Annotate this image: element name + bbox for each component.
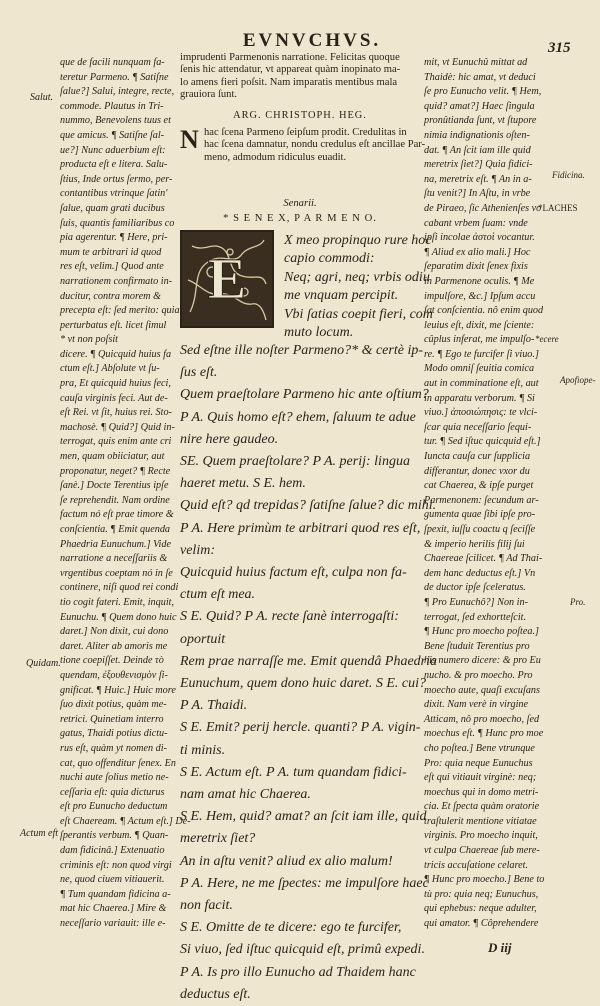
- right-commentary-line: ſcar quia neceſſario ſequi-: [424, 421, 532, 433]
- right-commentary-line: nucho. & pro moecho. Pro: [424, 669, 533, 681]
- left-commentary-line: narratione a neceſſariis &: [60, 553, 168, 565]
- margin-note-actum: Actum eft: [20, 828, 59, 839]
- verse-opening-line: me vnquam percipit.: [284, 288, 399, 304]
- right-commentary-line: na, meretrix eſt. ¶ An in a-: [424, 173, 532, 185]
- decorated-initial: [180, 230, 274, 328]
- left-commentary-line: ſuis, quantis familiaribus co: [60, 217, 175, 229]
- verse-opening-line: Neq; agri, neq; vrbis odiu: [284, 269, 430, 285]
- left-commentary-line: precepta eſt: ſed merito: quia: [60, 305, 180, 317]
- right-commentary-line: Thaidè: hic amat, vt deduci: [424, 71, 536, 83]
- left-commentary-line: dicere. ¶ Quicquid huius fa: [60, 348, 172, 360]
- left-commentary-line: ctum eſt.] Abſolute vt ſu-: [60, 363, 160, 375]
- left-commentary-line: commode. Plautus in Tri-: [60, 100, 164, 112]
- left-commentary-line: que amicus. ¶ Satiſne ſal-: [60, 129, 165, 141]
- right-commentary-line: virginis. Pro moecho inquit,: [424, 830, 538, 842]
- page-number: 315: [548, 40, 571, 56]
- verse-line: P A. Here primùm te arbitrari quod res eſt,: [180, 520, 421, 536]
- right-commentary-line: ¶ Pro Eunuchô?] Non in-: [424, 596, 528, 608]
- right-commentary-line: re. ¶ Ego te furcifer ſi viuo.]: [424, 348, 539, 360]
- margin-note-fidicina: Fidicina.: [552, 170, 585, 180]
- intro-line: grauiora ſunt.: [180, 89, 238, 101]
- right-commentary-line: quid? amat?] Haec ſingula: [424, 100, 535, 112]
- left-commentary-line: cauſa virginis feci. Aut de-: [60, 392, 168, 404]
- left-commentary-line: neceſſario variauit: ille e-: [60, 918, 166, 930]
- right-commentary-line: dixit. Nam verè in virgine: [424, 699, 529, 711]
- verse-line: meretrix ſiet?: [180, 831, 256, 847]
- right-commentary-line: in Parmenone oculis. ¶ Me: [424, 275, 535, 287]
- verse-opening-line: Vbi ſatias coepit fieri, com: [284, 306, 433, 322]
- verse-line: nire here gaudeo.: [180, 431, 279, 447]
- verse-line: An in aſtu venit? aliud ex alio malum!: [180, 853, 393, 869]
- verse-line: Quicquid huius factum eſt, culpa non fa-: [180, 565, 407, 581]
- right-commentary-line: qui amator. ¶ Côprehendere: [424, 918, 539, 930]
- verse-line: deductus eſt.: [180, 986, 251, 1002]
- left-commentary-line: ſperantis verbum. ¶ Quan-: [60, 830, 169, 842]
- right-commentary-line: & imperio herilis filij ſui: [424, 538, 525, 550]
- argumentum-line: hac ſcena Parmeno ſeipſum prodit. Credulitas in: [204, 127, 407, 138]
- left-commentary-line: daret. Aliter ab amoris me: [60, 640, 168, 652]
- margin-note-quidam: Quidam.: [26, 658, 61, 669]
- verse-line: Sed eſtne ille noſter Parmeno?* & certè ip-: [180, 343, 423, 358]
- margin-note-pro: Pro.: [570, 597, 586, 607]
- right-commentary-line: traſtulerit mentione vitiatae: [424, 815, 537, 827]
- left-commentary-line: quendam, ἐξουθενισμὸν ſi-: [60, 669, 168, 681]
- left-commentary-line: continere, niſi quod rei condi: [60, 582, 179, 594]
- personae-heading: * S E N E X, P A R M E N O.: [223, 213, 377, 224]
- verse-opening-line: X meo propinquo rure hoc: [284, 233, 432, 248]
- left-commentary-line: machosè. ¶ Quid?] Quid in-: [60, 421, 175, 433]
- right-commentary-line: in apparatu verborum. ¶ Si: [424, 392, 535, 404]
- intro-line: lo amens fieri poſsit. Nam imparatis mentibus mala: [180, 76, 398, 88]
- right-commentary-line: cho poſtea.] Bene vtrunque: [424, 742, 535, 754]
- right-commentary-line: ſat conſcientia. nô enim quod: [424, 305, 544, 317]
- left-commentary-line: conſcientia. ¶ Emit quenda: [60, 524, 171, 535]
- verse-line: SE. Quem praeſtolare? P A. perij: lingua: [180, 454, 410, 470]
- right-commentary-line: moechus qui in domo metri-: [424, 786, 539, 798]
- running-head-title: EVNVCHVS.: [242, 30, 382, 51]
- right-commentary-column: [424, 56, 576, 932]
- right-commentary-line: cûplus inferat, me impulſo-: [424, 334, 535, 346]
- verse-line: P A. Here, ne me ſpectes: me impulſore haec: [180, 875, 429, 891]
- right-commentary-line: ſeparatim dixit ſenex fixis: [424, 261, 528, 273]
- left-commentary-line: gnificat. ¶ Huic.] Huic more: [60, 684, 176, 696]
- initial-letter: E: [207, 246, 247, 311]
- intro-line: imprudenti Parmenonis narratione. Felicitas quoque: [180, 52, 400, 63]
- left-commentary-line: ſuo dixit potius, quàm me-: [60, 699, 167, 711]
- left-commentary-line: criminis eſt: non quod virgi: [60, 859, 172, 871]
- left-commentary-line: perturbatus eſt. licet ſimul: [60, 319, 167, 331]
- right-commentary-line: moechus eſt. ¶ Hunc pro moe: [424, 728, 544, 740]
- right-commentary-line: cat Chaerea, & ipſe purget: [424, 480, 534, 492]
- right-commentary-line: ſe pro Eunucho velit. ¶ Hem,: [424, 86, 542, 98]
- left-commentary-line: mum te arbitrari id quod: [60, 246, 162, 258]
- right-commentary-line: cabant vrbem ſuam: vnde: [424, 217, 528, 229]
- verse-opening-line: capio commodi:: [284, 251, 375, 267]
- right-commentary-line: tur. ¶ Sed iſtuc quicquid eſt.]: [424, 436, 541, 448]
- margin-note-laches: *LACHES: [538, 203, 578, 213]
- verse-line: S E. Hem, quid? amat? an ſcit iam ille, quid: [180, 809, 427, 825]
- left-commentary-line: eſt pro Eunucho deductum: [60, 801, 168, 813]
- left-commentary-line: rus eſt, quàm yt nomen di-: [60, 742, 167, 754]
- right-commentary-line: tù pro: quia neq; Eunuchus,: [424, 888, 539, 900]
- margin-note-excere: *ecere: [535, 334, 559, 344]
- left-commentary-line: tione coepiſſet. Deinde τò: [60, 655, 164, 667]
- right-commentary-line: terrogat, ſed exhortteſcit.: [424, 611, 527, 623]
- left-commentary-line: ſanè.] Docte Terentius ipſe: [60, 480, 169, 492]
- right-commentary-line: ſpexit, iuſſu coactu q ſeciſſe: [424, 524, 536, 535]
- verse-line: S E. Emit? perij hercle. quanti? P A. vigin-: [180, 720, 421, 736]
- right-commentary-line: pronûtianda ſunt, vt ſtupore: [424, 115, 537, 127]
- left-commentary-line: proponatur, neget? ¶ Recte: [60, 465, 171, 477]
- ornament-initial-icon: [182, 232, 272, 326]
- left-commentary-line: daret.] Non dixit, cui dono: [60, 626, 169, 638]
- left-commentary-line: cat, quo offenditur ſenex. En: [60, 757, 176, 769]
- left-commentary-line: nuchi aute ſolius metio ne-: [60, 772, 169, 784]
- left-commentary-line: ne, quod ciuem vitiauerit.: [60, 874, 165, 886]
- right-commentary-line: de ductor ipſe ſceleratus.: [424, 582, 526, 594]
- right-commentary-line: qui ephebus: neque adulter,: [424, 903, 537, 915]
- verse-line: ſus eſt.: [180, 365, 218, 381]
- left-commentary-line: dam fidicinâ.] Extenuatio: [60, 845, 165, 857]
- left-commentary-line: teretur Parmeno. ¶ Satiſne: [60, 71, 169, 83]
- verse-line: Quem praeſtolare Parmeno hic ante oſtium?: [180, 387, 429, 403]
- right-commentary-line: Atticam, nô pro moecho, ſed: [424, 713, 540, 725]
- left-commentary-line: mat hic Chaerea.] Mire &: [60, 903, 167, 915]
- right-commentary-line: Pro: quia neque Eunuchus: [424, 757, 533, 769]
- right-commentary-line: meretrix ſiet?] Quia fidici-: [424, 159, 533, 171]
- left-commentary-line: pra, Et quicquid huius feci,: [60, 378, 171, 390]
- right-commentary-line: Modo omniſ ſeuitia comica: [424, 363, 535, 375]
- left-commentary-line: tio cogit fateri. Emit, inquit,: [60, 596, 175, 608]
- intro-line: ſenis hic attendatur, vt appareat quàm inopinato ma-: [180, 64, 401, 76]
- argumentum-drop-letter: N: [180, 125, 199, 154]
- verse-line: Si viuo, ſed iſtuc quicquid eſt, primû expedi.: [180, 942, 425, 958]
- right-commentary-line: tricis accuſatione celaret.: [424, 859, 529, 871]
- argumentum-heading: ARG. CHRISTOPH. HEG.: [233, 110, 367, 121]
- left-commentary-line: eſt Rei. vt ſit, huius rei. Sto-: [60, 407, 172, 419]
- right-commentary-line: nimia indignationis oſten-: [424, 129, 530, 141]
- argumentum-text: [204, 127, 426, 164]
- verse-line: S E. Omitte de te dicere: ego te furcifer,: [180, 920, 402, 936]
- left-commentary-line: producta eſt e litera. Salu-: [60, 159, 168, 171]
- left-commentary-line: ſalue?] Salui, integre, recte,: [60, 86, 175, 98]
- left-commentary-line: que de facili nunquam fa-: [60, 57, 165, 68]
- left-commentary-line: ue?] Nunc aduerbium eſt:: [60, 144, 166, 156]
- verse-opening-line: muto locum.: [284, 325, 354, 341]
- left-commentary-line: ceſſaria eſt: quia dicturus: [60, 786, 165, 798]
- right-commentary-line: leuius eſt, dixit, me ſciente:: [424, 319, 535, 331]
- left-commentary-line: eſt Chaeream. ¶ Actum eſt.] De-: [60, 815, 191, 827]
- margin-note-salut: Salut.: [30, 92, 54, 103]
- right-commentary-line: his numero dicere: & pro Eu: [424, 655, 541, 667]
- verse-line: velim:: [180, 542, 215, 558]
- senarii-label: Senarii.: [283, 198, 317, 209]
- verse-line: nam amat hic Chaerea.: [180, 787, 311, 803]
- right-commentary-line: dem hanc deductus eſt.] Vn: [424, 567, 536, 579]
- verse-line: Quid eſt? qd trepidas? ſatiſne ſalue? dic mihi.: [180, 498, 437, 514]
- left-commentary-line: contantibus vtrinque ſatin': [60, 188, 168, 200]
- verse-line: S E. Actum eſt. P A. tum quandam fidici-: [180, 764, 407, 780]
- left-commentary-line: Eunuchu. ¶ Quem dono huic: [60, 611, 177, 623]
- verse-line: non facit.: [180, 898, 233, 914]
- right-commentary-line: gumenta quae ſibi ipſe pro-: [424, 509, 536, 521]
- left-commentary-line: Phaedria Eunuchum.] Vide: [60, 538, 172, 550]
- right-commentary-line: Iuncta cauſa cur ſupplicia: [424, 451, 531, 463]
- right-commentary-line: de Piraeo, ſic Athenienſes vo: [424, 202, 542, 214]
- verse-line: P A. Is pro illo Eunucho ad Thaidem hanc: [180, 964, 416, 980]
- right-commentary-line: dat. ¶ An ſcit iam ille quid: [424, 144, 531, 156]
- right-commentary-line: mit, vt Eunuchû mittat ad: [424, 57, 528, 68]
- verse-opening-lines: [284, 232, 433, 342]
- intro-paragraph: [180, 52, 420, 102]
- verse-line: ti minis.: [180, 742, 226, 758]
- right-commentary-line: eſt qui vitiauit virginè: neq;: [424, 772, 537, 784]
- left-commentary-line: men, quam obiiciatur, aut: [60, 451, 165, 463]
- left-commentary-line: narrationem confirmato in-: [60, 275, 173, 287]
- verse-line: P A. Thaidi.: [180, 698, 248, 714]
- left-commentary-line: terrogat, quis enim ante cri: [60, 436, 172, 448]
- left-commentary-line: res eſt, velim.] Quod ante: [60, 261, 164, 273]
- verse-text: [180, 340, 438, 1006]
- right-commentary-line: differantur, donec vxor du: [424, 465, 530, 477]
- right-commentary-line: moecho aute, quaſi excuſans: [424, 684, 540, 696]
- right-commentary-line: ¶ Hunc pro moecho poſtea.]: [424, 626, 540, 638]
- argumentum-line: hac ſcena damnatur, nondu credulus eſt ancillae Par-: [204, 139, 426, 151]
- right-commentary-line: Parmenonem: ſecundum ar-: [424, 494, 539, 506]
- right-commentary-line: ipſi incolae ἀστοὶ vocantur.: [424, 232, 535, 244]
- verse-line: haeret metu. S E. hem.: [180, 476, 306, 492]
- right-commentary-line: Bene ſtuduit Terentius pro: [424, 640, 530, 652]
- right-commentary-line: viuo.] ἀποσιώπησις: te vlci-: [424, 407, 538, 419]
- right-commentary-line: ¶ Aliud ex alio mali.] Hoc: [424, 246, 531, 258]
- left-commentary-line: factum nó eſt prae timore &: [60, 509, 174, 521]
- verse-line: oportuit: [180, 631, 226, 647]
- left-commentary-line: vrgentibus coeptam nó in ſe: [60, 567, 173, 579]
- right-commentary-line: ¶ Hunc pro moecho.] Bene to: [424, 874, 545, 886]
- margin-note-apofiopes: Apofiope-: [560, 375, 596, 385]
- left-commentary-line: ſalue, quam grati ducibus: [60, 202, 165, 214]
- verse-line: ctum eſt mea.: [180, 587, 256, 603]
- left-commentary-line: retrici. Quinetiam interro: [60, 713, 164, 725]
- right-commentary-line: aut in comminatione eſt, aut: [424, 378, 539, 390]
- left-commentary-line: pia agerentur. ¶ Here, pri-: [60, 232, 168, 244]
- right-commentary-line: vt culpa Chaereae ſub mere-: [424, 845, 540, 857]
- left-commentary-line: ſtius, Inde ortus ſermo, per-: [60, 173, 173, 185]
- left-commentary-line: ducitur, contra morem &: [60, 290, 161, 302]
- right-commentary-line: cia. Et ſpecta quàm oratorie: [424, 801, 540, 813]
- signature-mark: D iij: [488, 940, 512, 955]
- right-commentary-line: ſtu venit?] In Aſtu, in vrbe: [424, 188, 531, 200]
- verse-line: P A. Quis homo eſt? ehem, ſaluum te adue: [180, 409, 416, 425]
- right-commentary-line: impulſore, &c.] Ipſum accu: [424, 290, 536, 302]
- verse-line: S E. Quid? P A. recte ſanè interrogaſti:: [180, 609, 399, 625]
- left-commentary-line: ¶ Tum quandam fidicina a-: [60, 888, 171, 900]
- argumentum-line: meno, admodum ridiculus euadit.: [204, 151, 347, 163]
- left-commentary-line: ſe reprehendit. Nam ordine: [60, 494, 170, 506]
- left-commentary-column: [60, 56, 191, 932]
- left-commentary-line: nummo, Benevolens tuus et: [60, 115, 171, 127]
- verse-line: Rem prae narraſſe me. Emit quendâ Phaedria: [180, 653, 438, 669]
- left-commentary-line: * vt non poſsit: [60, 334, 119, 346]
- right-commentary-line: Chaereae ſcilicet. ¶ Ad Thai-: [424, 553, 543, 565]
- verse-line: Eunuchum, quem dono huic daret. S E. cui?: [180, 676, 426, 692]
- left-commentary-line: gatus, Thaidi potius dictu-: [60, 728, 168, 740]
